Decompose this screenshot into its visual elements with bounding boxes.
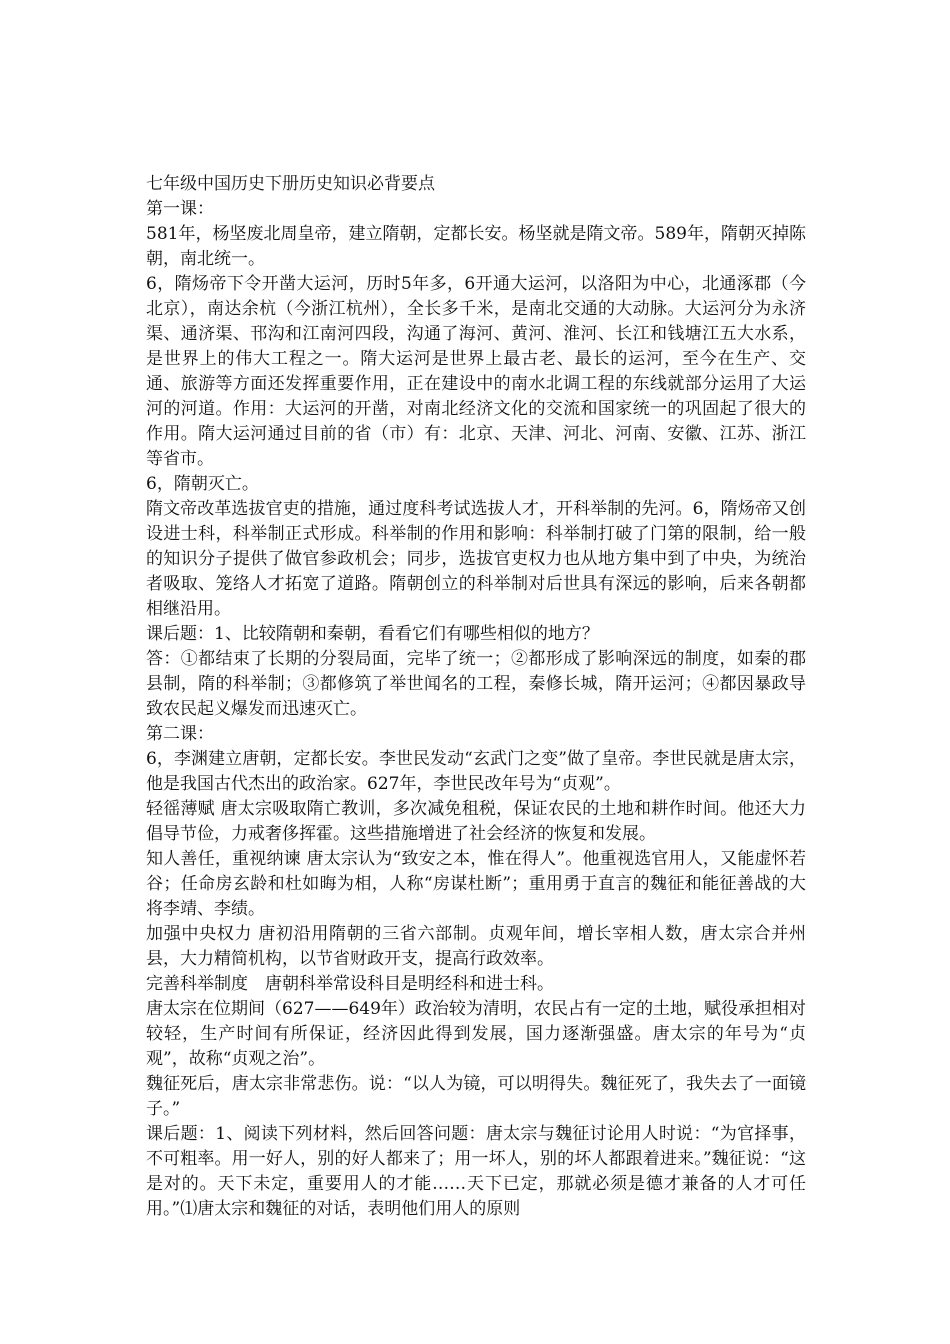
paragraph-exercise-1: 课后题：1、比较隋朝和秦朝，看看它们有哪些相似的地方？ [146, 624, 599, 644]
document-body [146, 172, 806, 1222]
paragraph-lesson-1-heading: 第一课： [146, 199, 214, 219]
paragraph-answer-1: 答：①都结束了长期的分裂局面，完毕了统一；②都形成了影响深远的制度，如秦的郡县制，隋的科举制；③都修筑了举世闻名的工程，秦修长城，隋开运河；④都因暴政导致农民起义爆发而迅速灭亡。 [146, 649, 806, 719]
paragraph-zhenguan-rule: 唐太宗在位期间（627——649年）政治较为清明，农民占有一定的土地，赋役承担相对较轻，生产时间有所保证，经济因此得到发展，国力逐渐强盛。唐太宗的年号为“贞观”，故称“贞观之治”。 [146, 999, 806, 1069]
paragraph-appointing-talent: 知人善任，重视纳谏 唐太宗认为“致安之本，惟在得人”。他重视选官用人，又能虚怀若谷；任命房玄龄和杜如晦为相，人称“房谋杜断”；重用勇于直言的魏征和能征善战的大将李靖、李绩。 [146, 849, 806, 919]
paragraph-tang-founding: 6，李渊建立唐朝，定都长安。李世民发动“玄武门之变”做了皇帝。李世民就是唐太宗，他是我国古代杰出的政治家。627年，李世民改年号为“贞观”。 [146, 749, 806, 794]
paragraph-wei-zheng: 魏征死后，唐太宗非常悲伤。说：“以人为镜，可以明得失。魏征死了，我失去了一面镜子。” [146, 1074, 806, 1119]
paragraph-lesson-2-heading: 第二课： [146, 724, 214, 744]
paragraph-light-taxes: 轻徭薄赋 唐太宗吸取隋亡教训，多次减免租税，保证农民的土地和耕作时间。他还大力倡导节俭，力戒奢侈挥霍。这些措施增进了社会经济的恢复和发展。 [146, 799, 806, 844]
paragraph-central-power: 加强中央权力 唐初沿用隋朝的三省六部制。贞观年间，增长宰相人数，唐太宗合并州县，大力精简机构，以节省财政开支，提高行政效率。 [146, 924, 806, 969]
paragraph-exam-system: 完善科举制度 唐朝科举常设科目是明经科和进士科。 [146, 974, 554, 994]
paragraph-sui-fall: 6，隋朝灭亡。 [146, 474, 259, 494]
paragraph-imperial-exam: 隋文帝改革选拔官吏的措施，通过度科考试选拔人才，开科举制的先河。6，隋炀帝又创设进士科，科举制正式形成。科举制的作用和影响：科举制打破了门第的限制，给一般的知识分子提供了做官参政机会；同步，选拔官吏权力也从地方集中到了中央，为统治者吸取、笼络人才拓宽了道路。隋朝创立的科举制对后世具有深远的影响，后来各朝都相继沿用。 [146, 499, 806, 619]
paragraph-grand-canal: 6，隋炀帝下令开凿大运河，历时5年多，6开通大运河，以洛阳为中心，北通涿郡（今北京），南达余杭（今浙江杭州），全长多千米，是南北交通的大动脉。大运河分为永济渠、通济渠、邗沟和江南河四段，沟通了海河、黄河、淮河、长江和钱塘江五大水系，是世界上的伟大工程之一。隋大运河是世界上最古老、最长的运河，至今在生产、交通、旅游等方面还发挥重要作用，正在建设中的南水北调工程的东线就部分运用了大运河的河道。作用：大运河的开凿，对南北经济文化的交流和国家统一的巩固起了很大的作用。隋大运河通过目前的省（市）有：北京、天津、河北、河南、安徽、江苏、浙江等省市。 [146, 274, 806, 469]
document-title: 七年级中国历史下册历史知识必背要点 [146, 174, 435, 194]
paragraph-sui-founding: 581年，杨坚废北周皇帝，建立隋朝，定都长安。杨坚就是隋文帝。589年，隋朝灭掉陈朝，南北统一。 [146, 224, 806, 269]
paragraph-exercise-2: 课后题：1、阅读下列材料，然后回答问题：唐太宗与魏征讨论用人时说：“为官择事，不可粗率。用一好人，别的好人都来了；用一坏人，别的坏人都跟着进来。”魏征说：“这是对的。天下未定，重要用人的才能……天下已定，那就必须是德才兼备的人才可任用。”⑴唐太宗和魏征的对话，表明他们用人的原则 [146, 1124, 806, 1219]
